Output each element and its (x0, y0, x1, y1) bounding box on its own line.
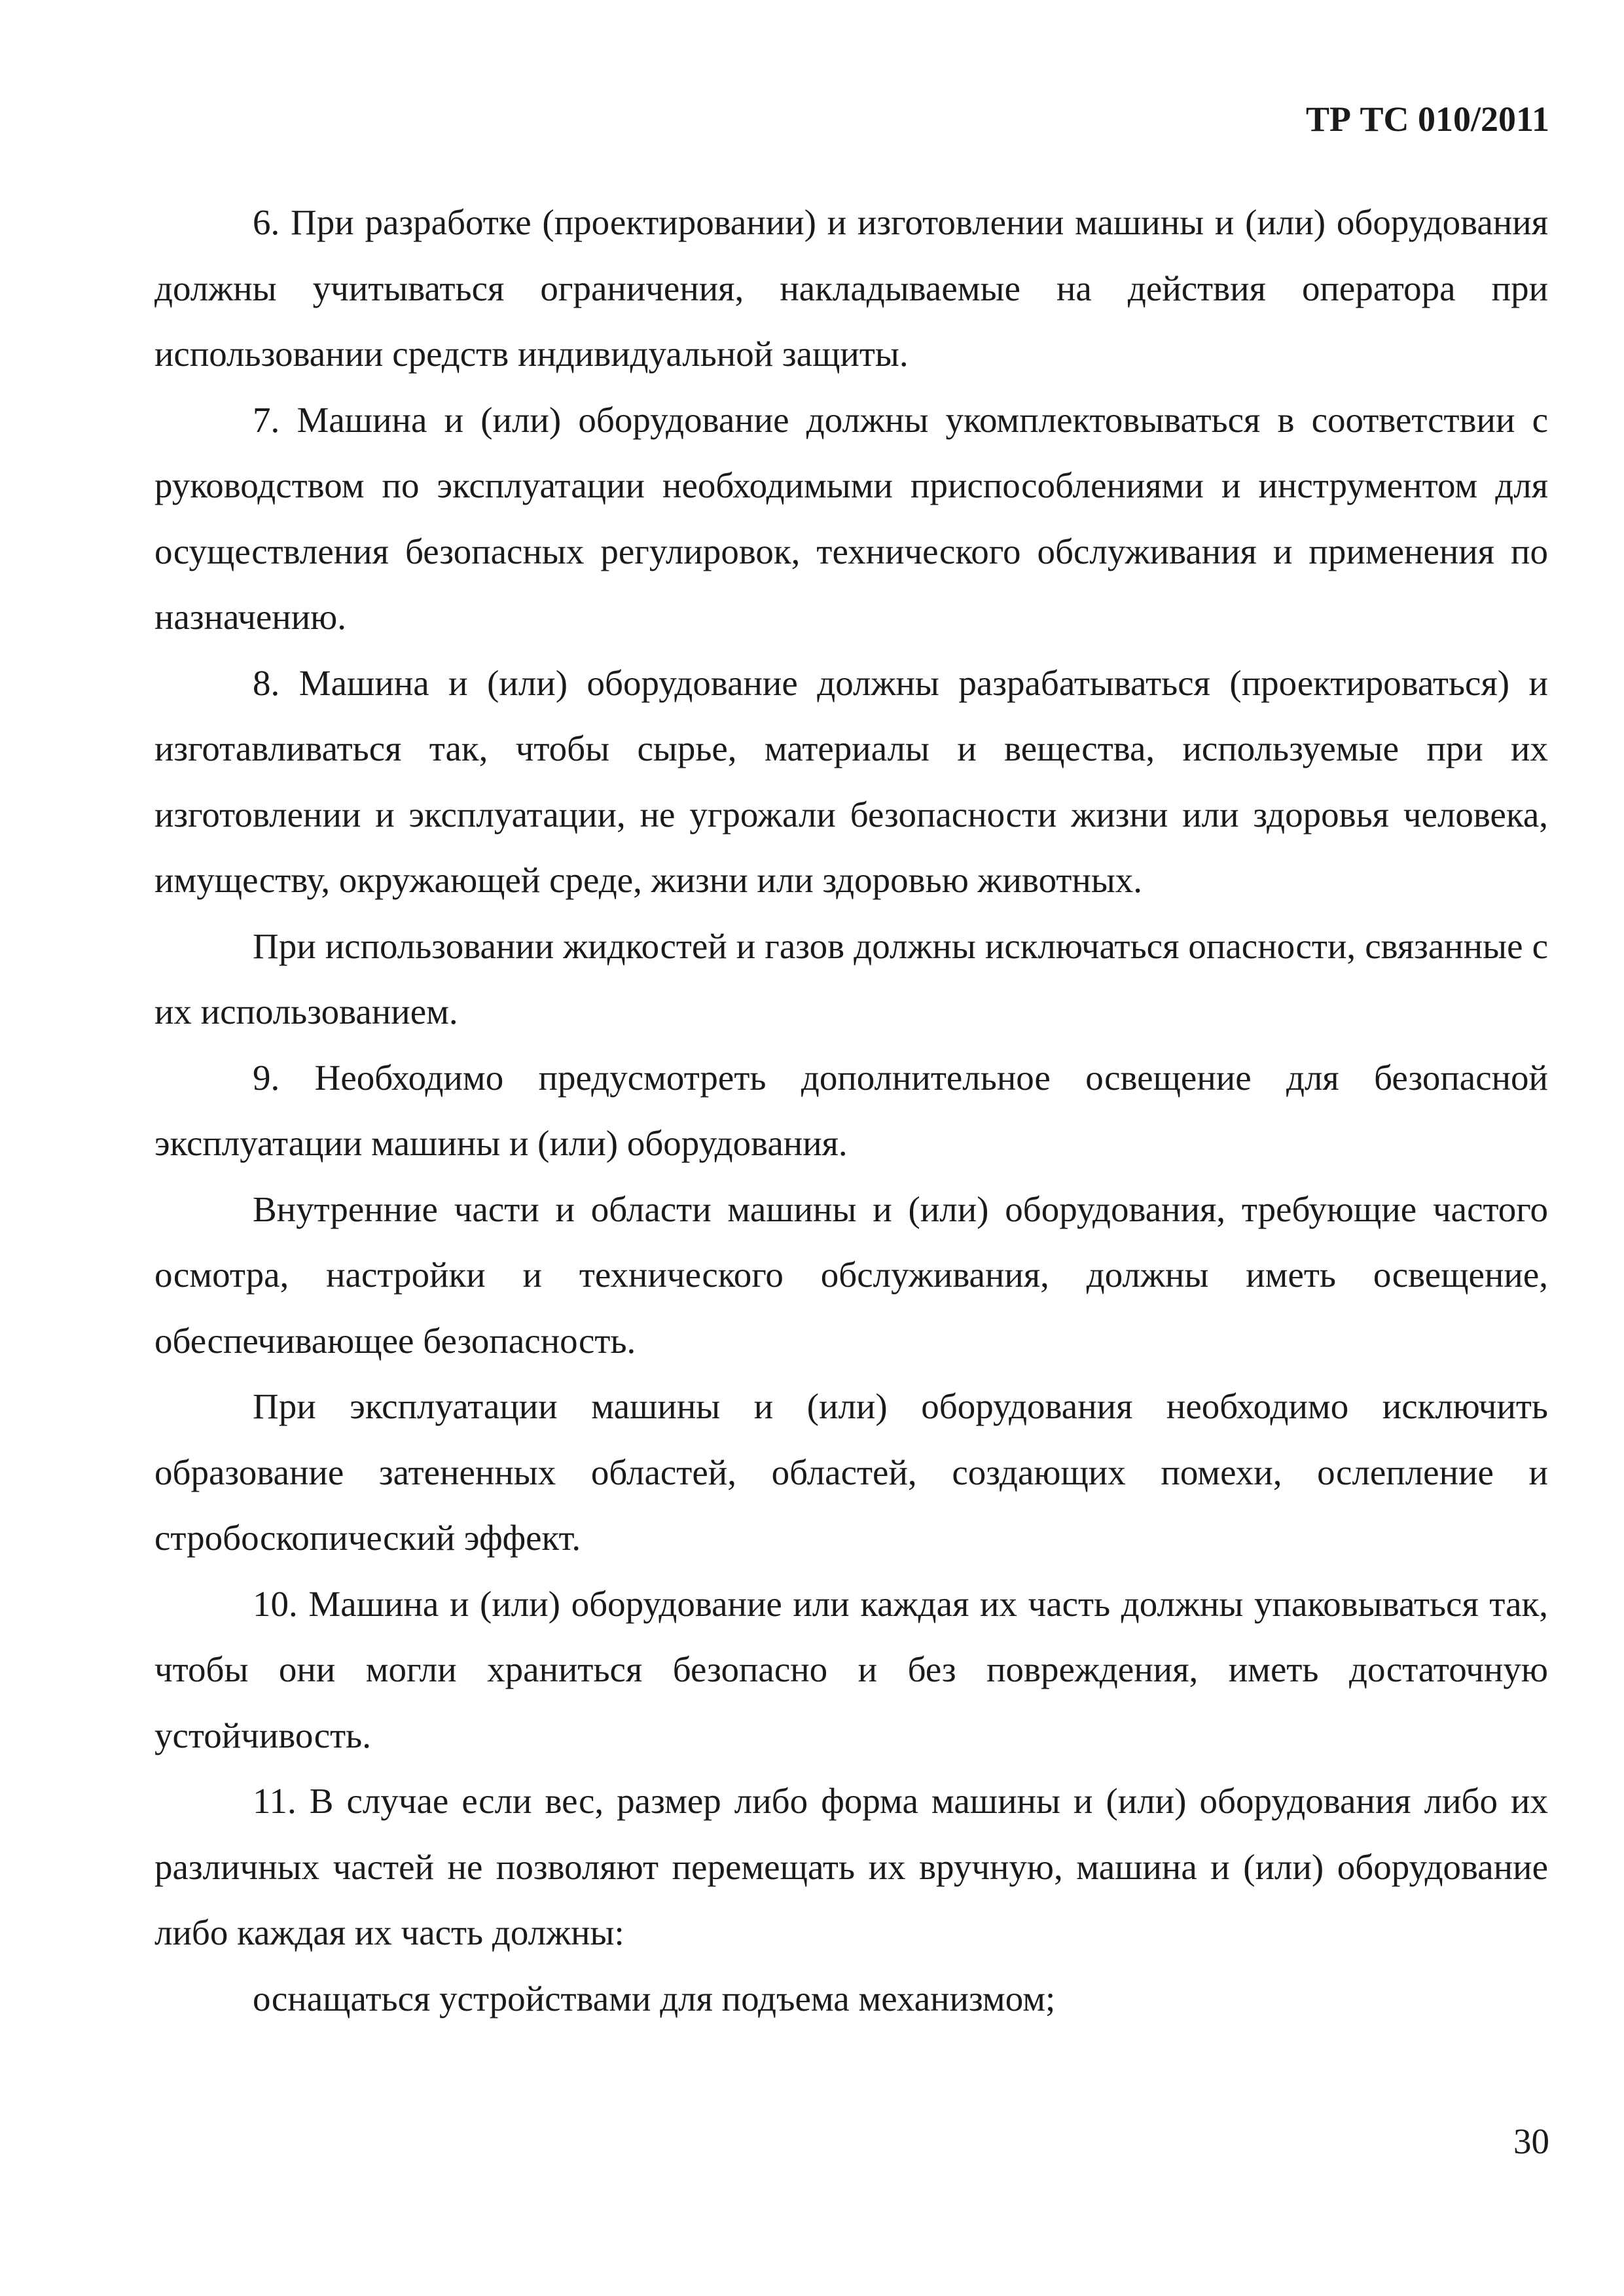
page-number: 30 (1513, 2121, 1549, 2161)
paragraph-item-11: 11. В случае если вес, размер либо форма машины и (или) оборудования либо их различных частей не позволяют перемещать их вручную, машина и (или) оборудование либо каждая их часть должны: (154, 1781, 1548, 1952)
paragraph-item-6: 6. При разработке (проектировании) и изготовлении машины и (или) оборудования должны учитываться ограничения, накладываемые на действия оператора при использовании средств индивидуальной защиты. (154, 202, 1548, 374)
document-body (154, 190, 1548, 2032)
paragraph-item-10: 10. Машина и (или) оборудование или каждая их часть должны упаковываться так, чтобы они могли храниться безопасно и без повреждения, иметь достаточную устойчивость. (154, 1583, 1548, 1755)
paragraph-item-9: 9. Необходимо предусмотреть дополнительное освещение для безопасной эксплуатации машины и (или) оборудования. (154, 1057, 1548, 1163)
paragraph-shadow-exclusion: При эксплуатации машины и (или) оборудования необходимо исключить образование затененных областей, областей, создающих помехи, ослепление и стробоскопический эффект. (154, 1386, 1548, 1558)
paragraph-item-7: 7. Машина и (или) оборудование должны укомплектовываться в соответствии с руководством по эксплуатации необходимыми приспособлениями и инструментом для осуществления безопасных регулировок, технического обслуживания и применения по назначению. (154, 399, 1548, 637)
paragraph-fluids-gases: При использовании жидкостей и газов должны исключаться опасности, связанные с их использованием. (154, 925, 1548, 1031)
paragraph-lifting-devices: оснащаться устройствами для подъема механизмом; (253, 1978, 1056, 2018)
document-code-header: ТР ТС 010/2011 (1305, 99, 1549, 139)
paragraph-internal-lighting: Внутренние части и области машины и (или) оборудования, требующие частого осмотра, настройки и технического обслуживания, должны иметь освещение, обеспечивающее безопасность. (154, 1189, 1548, 1361)
paragraph-item-8: 8. Машина и (или) оборудование должны разрабатываться (проектироваться) и изготавливаться так, чтобы сырье, материалы и вещества, используемые при их изготовлении и эксплуатации, не угрожали безопасности жизни или здоровья человека, имуществу, окружающей среде, жизни или здоровью животных. (154, 662, 1548, 900)
